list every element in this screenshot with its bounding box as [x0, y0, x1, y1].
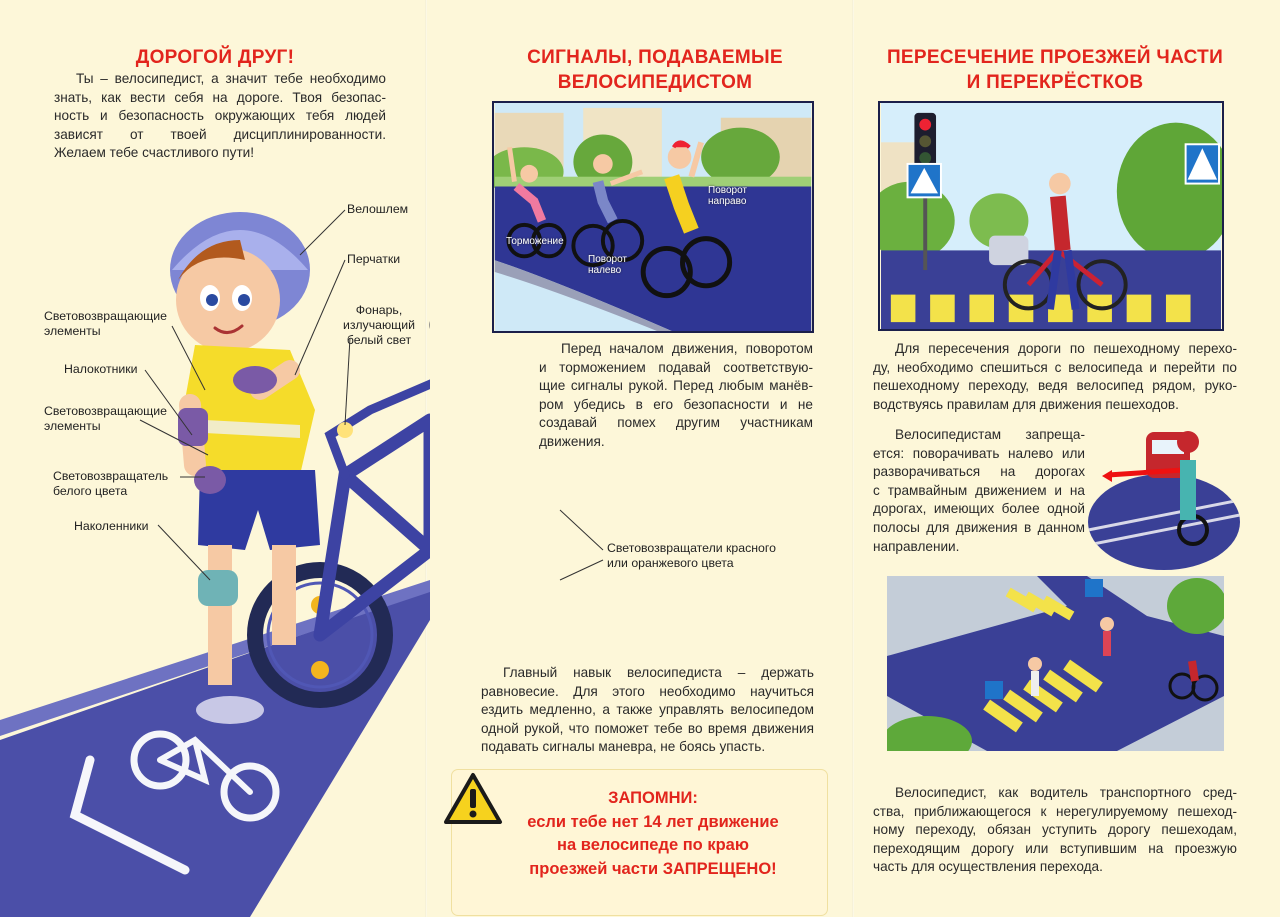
- label-reflective-2: [44, 404, 167, 434]
- label-line: белого цвета: [53, 484, 128, 498]
- reflector-leader-lines: [555, 505, 605, 585]
- label-reflectors-red-orange: [607, 541, 776, 571]
- warning-text: [488, 787, 818, 881]
- right-title-line: И ПЕРЕКРЁСТКОВ: [966, 72, 1144, 93]
- para-line: Велосипедист, как водитель транспортного сред-: [895, 785, 1237, 800]
- para-line: ства, приближающегося к нерегулируемому пешеход-: [873, 803, 1237, 819]
- para-line: Перед началом движения, поворотом: [561, 341, 813, 356]
- para-line: Велосипедистам запреща-: [895, 427, 1085, 442]
- label-reflective-1: [44, 309, 167, 339]
- fold-line-2: [852, 0, 854, 917]
- para-line: с трамвайным движением и на: [873, 482, 1085, 498]
- intro-line: Ты – велосипедист, а значит тебе необходимо: [76, 71, 386, 86]
- image-label-right-turn: [708, 185, 747, 207]
- para-line: полосы для движения в данном: [873, 519, 1085, 535]
- para-line: создавай помех другим участникам: [539, 415, 813, 431]
- para-line: переходящим дорогу или вступившим на проезжую: [873, 840, 1237, 856]
- image-label-left-turn: [588, 254, 627, 276]
- crossing-paragraph: [873, 340, 1237, 414]
- tram-turn-prohibited-illustration: [1088, 420, 1240, 572]
- label-line: или оранжевого цвета: [607, 556, 734, 570]
- signals-paragraph: [539, 340, 813, 452]
- label-lamp-line: Фонарь,: [355, 303, 403, 317]
- crossing-dismounted-illustration: [878, 101, 1224, 331]
- middle-title: [455, 45, 855, 95]
- para-line: водствуясь правилам для движения пешеходов.: [873, 396, 1179, 412]
- image-label-line: Поворот: [708, 185, 747, 196]
- label-line: Световозвращатели красного: [607, 541, 776, 555]
- para-line: разворачиваться на дорогах: [873, 464, 1085, 480]
- para-line: ром убедись в его безопасности и не: [539, 396, 813, 412]
- label-helmet: Велошлем: [347, 202, 409, 216]
- yield-paragraph: [873, 784, 1237, 877]
- middle-title-line: ВЕЛОСИПЕДИСТОМ: [557, 72, 753, 93]
- label-elbow-pads: Налокотники: [64, 362, 138, 376]
- label-lamp-line: излучающий: [343, 318, 416, 332]
- label-lamp-line: белый свет: [346, 333, 412, 347]
- para-line: ездить медленно, а также управлять велосипедом: [481, 702, 814, 718]
- boy-with-bicycle-illustration: [0, 180, 430, 917]
- para-line: одной рукой, что поможет тебе во время движения: [481, 720, 814, 736]
- label-lamp: [343, 303, 415, 348]
- label-white-reflector: [53, 469, 168, 499]
- para-line: Главный навык велосипедиста – держать: [503, 665, 814, 680]
- right-title-line: ПЕРЕСЕЧЕНИЕ ПРОЕЗЖЕЙ ЧАСТИ: [886, 47, 1224, 68]
- right-title: [880, 45, 1230, 95]
- warning-line: если тебе нет 14 лет движение: [527, 812, 779, 831]
- image-label-line: налево: [588, 265, 622, 276]
- para-line: дорогах, имеющих более одной: [873, 501, 1085, 517]
- label-gloves: Перчатки: [347, 252, 401, 266]
- image-label-brake: Торможение: [506, 236, 564, 247]
- para-line: движения.: [539, 433, 605, 449]
- label-line: элементы: [44, 419, 101, 433]
- middle-title-line: СИГНАЛЫ, ПОДАВАЕМЫЕ: [527, 47, 783, 68]
- prohibited-paragraph: [873, 426, 1085, 556]
- label-knee-pads: Наколенники: [74, 519, 149, 533]
- para-line: ду, необходимо спешиться с велосипеда и перейти по: [873, 359, 1237, 375]
- label-line: Световозвращающие: [44, 309, 167, 323]
- label-line: Световозвращатель: [53, 469, 169, 483]
- image-label-line: Поворот: [588, 254, 627, 265]
- para-line: ется: поворачивать налево или: [873, 445, 1085, 461]
- para-line: и торможением подавай соответствую-: [539, 359, 813, 375]
- intersection-illustration: [887, 576, 1224, 751]
- para-line: ному переходу, обязан уступить дорогу пешеходам,: [873, 822, 1237, 838]
- intro-line: знать, как вести себя на дороге. Твоя безопас-: [54, 89, 386, 105]
- para-line: часть для осуществления перехода.: [873, 859, 1103, 875]
- warning-heading: ЗАПОМНИ:: [608, 789, 698, 807]
- label-line: Световозвращающие: [44, 404, 167, 418]
- label-line: элементы: [44, 324, 101, 338]
- intro-line: Желаем тебе счастливого пути!: [54, 145, 255, 161]
- para-line: щие сигналы рукой. Перед любым манёв-: [539, 378, 813, 394]
- balance-paragraph: [481, 664, 814, 757]
- para-line: подавать сигналы маневра, не боясь упасть.: [481, 739, 766, 755]
- para-line: Для пересечения дороги по пешеходному перехо-: [895, 341, 1237, 356]
- intro-text: [54, 70, 386, 163]
- intro-line: зависят от твоей дисциплинированности.: [54, 126, 386, 142]
- para-line: направлении.: [873, 538, 960, 554]
- para-line: пешеходному переходу, ведя велосипед рядом, руко-: [873, 378, 1237, 394]
- left-title: ДОРОГОЙ ДРУГ!: [135, 47, 295, 68]
- intro-line: ность и безопасность окружающих тебя людей: [54, 108, 386, 124]
- warning-line: на велосипеде по краю: [557, 836, 749, 854]
- warning-line: проезжей части ЗАПРЕЩЕНО!: [529, 859, 777, 878]
- hand-signals-illustration: [492, 101, 814, 333]
- para-line: равновесие. Для этого необходимо научиться: [481, 683, 814, 699]
- image-label-line: направо: [708, 196, 747, 207]
